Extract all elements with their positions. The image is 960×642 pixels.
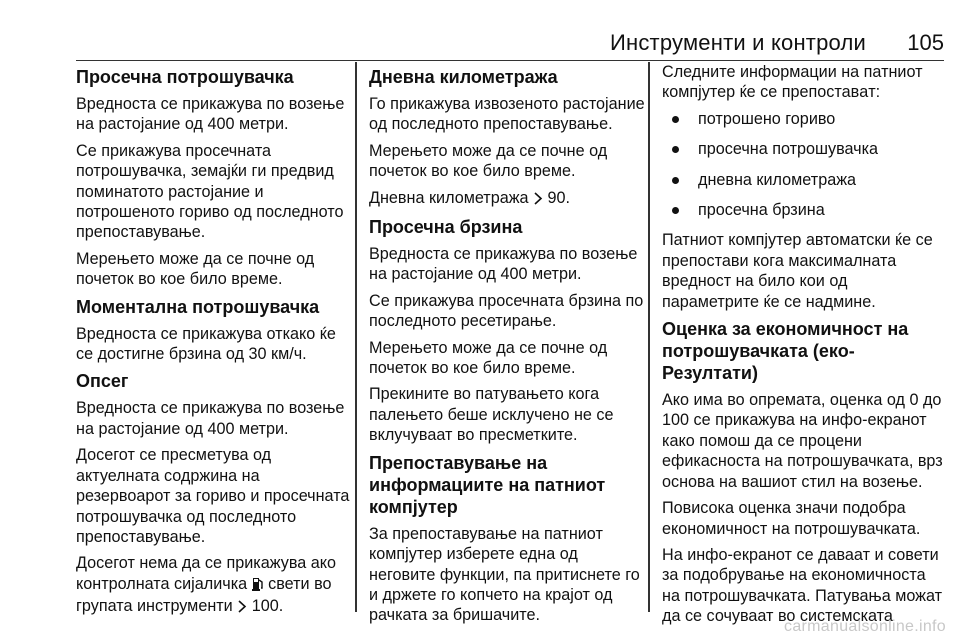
column-left [76,62,354,616]
paragraph: Мерењето може да се почне од почеток во кое било време. [369,338,608,378]
section-heading: Опсег [76,371,129,392]
paragraph: Вредноста се прикажува по возење на растојание од 400 метри. [76,399,345,438]
fuel-lamp-icon [252,576,264,596]
paragraph: Ако има во опремата, оценка од 0 до 100 се прикажува на инфо-екранот како помош да се процени ефикасноста на потрошувачката, врз основа на вашиот стил на возење. [662,391,943,491]
paragraph: Вредноста се прикажува по возење на растојание од 400 метри. [369,245,638,284]
column-divider [648,62,650,612]
paragraph: На инфо-екранот се даваат и совети за подобрување на економичноста на потрошувачката. Патувања можат да се сочуваат во системската [662,545,943,626]
list-item: потрошено гориво [662,109,947,129]
paragraph [76,553,354,618]
reset-items-list [662,109,947,221]
paragraph-text: Досегот нема да се прикажува ако контролната сијаличка [76,554,337,593]
paragraph: Вредноста се прикажува по возење на растојание од 400 метри. [76,95,345,134]
paragraph: За препоставување на патниот компјутер изберете една од неговите функции, па притиснете го и држете го копчето на крајот од рачката за бришачите. [369,524,640,625]
section-heading: Препоставување на информациите на патниот компјутер [369,452,606,517]
page-reference-link[interactable]: 90. [547,188,571,207]
paragraph-text: свети во групата инструменти [76,574,332,616]
page-number: 105 [907,30,944,55]
page-title: Инструменти и контроли [609,30,866,55]
section-heading: Просечна брзина [369,217,523,238]
paragraph-text: Дневна километража [369,188,529,207]
paragraph: Мерењето може да се почне од почеток во кое било време. [76,249,315,289]
section-heading: Моментална потрошувачка [76,296,320,317]
column-divider [355,62,357,612]
paragraph: Се прикажува просечната брзина по последното ресетирање. [369,291,644,331]
paragraph: Следните информации на патниот компјутер ќе се препоставaт: [662,63,923,102]
column-right [662,62,947,626]
section-heading: Просечна потрошувачка [76,67,294,87]
arrow-right-icon [237,598,247,618]
paragraph: Мерењето може да се почне од почеток во кое било време. [369,141,608,181]
list-item: просечна брзина [662,200,947,220]
watermark: carmanualsonline.info [784,618,946,635]
list-item: дневна километража [662,170,947,190]
section-heading: Дневна километража [369,67,558,87]
paragraph: Повисока оценка значи подобра економичност на потрошувачката. [662,499,921,538]
page-reference-link[interactable]: 100. [251,597,284,616]
paragraph: Патниот компјутер автоматски ќе се препостави кога максималната вредност на било кои од параметрите ќе се надмине. [662,231,933,311]
column-middle [369,62,647,625]
paragraph [369,188,647,210]
paragraph: Досегот се пресметува од актуелната содржина на резервоарот за гориво и просечната потрошувачка од последното препоставување. [76,446,350,546]
paragraph: Вредноста се прикажува откако ќе се достигне брзина од 30 км/ч. [76,324,336,364]
list-item: просечна потрошувачка [662,139,947,159]
paragraph: Прекините во патувањето кога палењето беше исклучено не се вклучуваат во пресметките. [369,385,614,445]
arrow-right-icon [533,190,543,210]
page-header [76,22,944,61]
paragraph: Се прикажува просечната потрошувачка, земајќи ги предвид поминатото растојание и потрошеното гориво од последното препоставување. [76,141,344,242]
paragraph: Го прикажува извозеното растојание од последното препоставување. [369,95,645,134]
section-heading: Оценка за економичност на потрошувачката (еко-Резултати) [662,319,909,384]
